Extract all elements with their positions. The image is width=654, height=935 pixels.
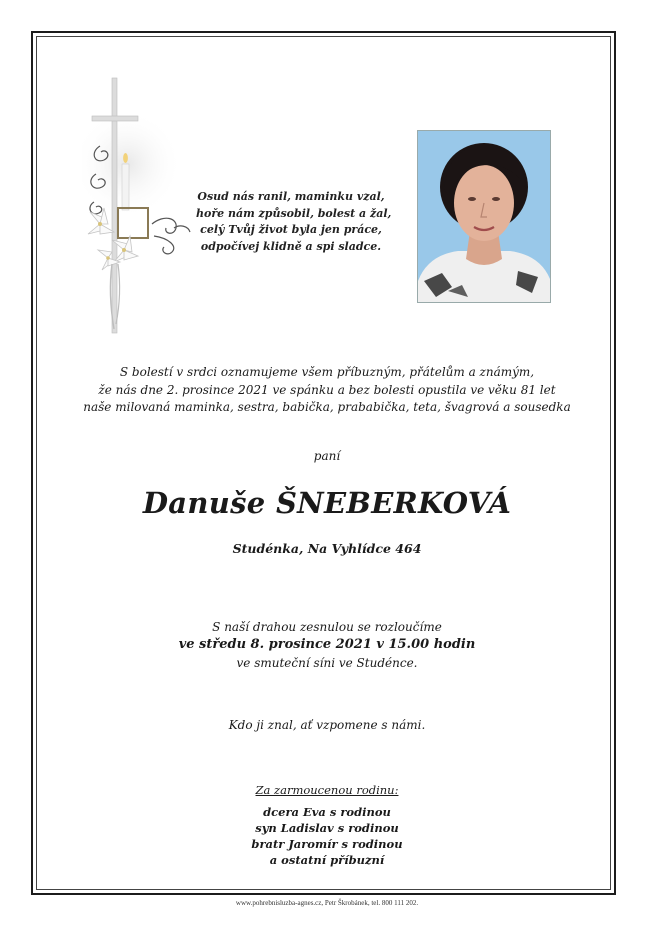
verse-line: celý Tvůj život byla jen práce,	[200, 223, 382, 236]
funeral-datetime: ve středu 8. prosince 2021 v 15.00 hodin	[178, 637, 476, 652]
farewell-intro: S naší drahou zesnulou se rozloučíme	[212, 620, 442, 634]
honorific: paní	[313, 449, 341, 463]
verse-line: odpočívej klidně a spi sladce.	[200, 239, 382, 253]
funeral-location: ve smuteční síni ve Studénce.	[236, 656, 418, 670]
announcement-line: že nás dne 2. prosince 2021 ve spánku a bez bolesti opustila ve věku 81 let	[98, 382, 556, 397]
portrait-image	[418, 131, 550, 302]
announcement-line: naše milovaná maminka, sestra, babička, prababička, teta, švagrová a sousedka	[83, 400, 571, 414]
deceased-address: Studénka, Na Vyhlídce 464	[232, 541, 422, 556]
verse-line: hoře nám způsobil, bolest a žal,	[196, 206, 392, 220]
funeral-details	[0, 618, 654, 672]
cross-lily-ornament-icon	[82, 74, 202, 344]
family-member: a ostatní příbuzní	[269, 853, 385, 867]
announcement-text	[60, 364, 594, 417]
remembrance-line: Kdo ji znal, ať vzpomene s námi.	[228, 718, 426, 732]
memorial-verse	[196, 189, 392, 255]
announcement-line: S bolestí v srdci oznamujeme všem příbuzným, přátelům a známým,	[119, 365, 535, 379]
family-heading: Za zarmoucenou rodinu:	[255, 783, 399, 797]
verse-line: Osud nás ranil, maminku vzal,	[197, 190, 385, 203]
family-member: syn Ladislav s rodinou	[255, 821, 399, 835]
portrait-photo	[417, 130, 551, 303]
family-member: bratr Jaromír s rodinou	[251, 837, 403, 851]
funeral-service-footer: www.pohrebnisluzba-agnes.cz, Petr Škrobánek, tel. 800 111 202.	[235, 899, 419, 907]
mourning-family	[0, 782, 654, 868]
family-member: dcera Eva s rodinou	[263, 805, 391, 819]
deceased-name: Danuše ŠNEBERKOVÁ	[142, 486, 512, 520]
